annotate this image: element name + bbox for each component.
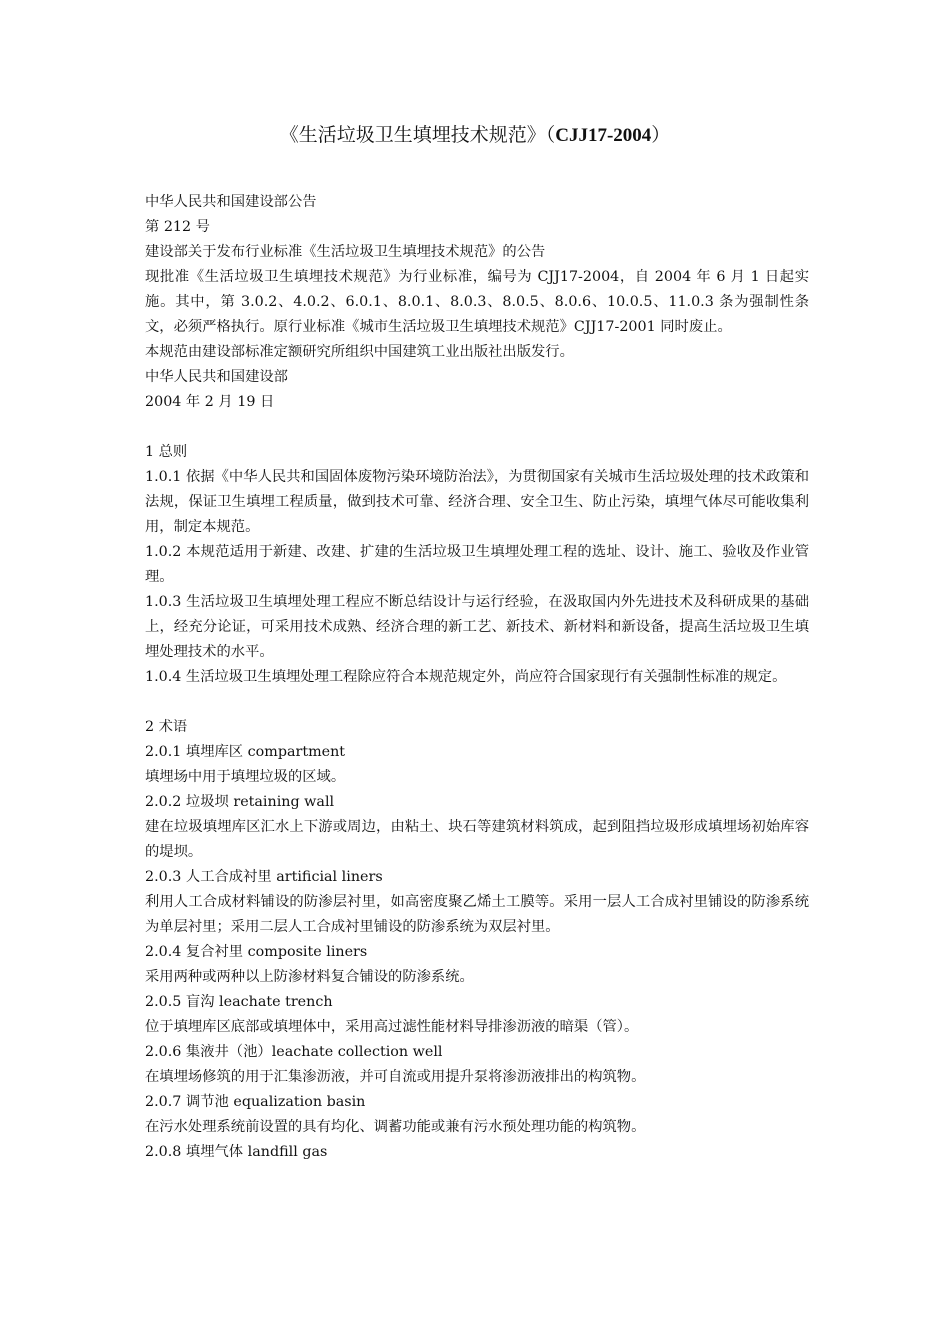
term-title: 2.0.6 集液井（池）leachate collection well: [145, 1044, 443, 1060]
clause-paragraph: 1.0.2 本规范适用于新建、改建、扩建的生活垃圾卫生填埋处理工程的选址、设计、施工、验收及作业管理。: [145, 544, 809, 585]
announcement-date: 2004 年 2 月 19 日: [145, 394, 275, 410]
term-title: 2.0.8 填埋气体 landfill gas: [145, 1144, 328, 1160]
announcement-paragraph: 本规范由建设部标准定额研究所组织中国建筑工业出版社出版发行。: [145, 344, 574, 360]
clause-paragraph: 1.0.4 生活垃圾卫生填埋处理工程除应符合本规范规定外，尚应符合国家现行有关强制性标准的规定。: [145, 669, 787, 685]
title-close: ）: [651, 124, 671, 146]
title-main: 《生活垃圾卫生填埋技术规范》（: [279, 124, 556, 146]
term-title: 2.0.7 调节池 equalization basin: [145, 1094, 366, 1110]
document-title: [0, 121, 950, 150]
term-definition: 在污水处理系统前设置的具有均化、调蓄功能或兼有污水预处理功能的构筑物。: [145, 1119, 646, 1135]
clause-paragraph: 1.0.1 依据《中华人民共和国固体废物污染环境防治法》，为贯彻国家有关城市生活垃圾处理的技术政策和法规，保证卫生填埋工程质量，做到技术可靠、经济合理、安全卫生、防止污染，填埋气体尽可能收集利用，制定本规范。: [145, 469, 809, 535]
term-title: 2.0.1 填埋库区 compartment: [145, 744, 346, 760]
term-title: 2.0.4 复合衬里 composite liners: [145, 944, 368, 960]
term-definition: 采用两种或两种以上防渗材料复合铺设的防渗系统。: [145, 969, 474, 985]
term-title: 2.0.5 盲沟 leachate trench: [145, 994, 333, 1010]
chapter-heading: 2 术语: [145, 719, 188, 735]
chapter-heading: 1 总则: [145, 444, 188, 460]
term-title: 2.0.2 垃圾坝 retaining wall: [145, 794, 335, 810]
term-title: 2.0.3 人工合成衬里 artificial liners: [145, 869, 383, 885]
section-gap: [145, 690, 809, 715]
term-definition: 利用人工合成材料铺设的防渗层衬里，如高密度聚乙烯土工膜等。采用一层人工合成衬里铺设的防渗系统为单层衬里；采用二层人工合成衬里铺设的防渗系统为双层衬里。: [145, 894, 809, 935]
term-definition: 位于填埋库区底部或填埋体中，采用高过滤性能材料导排渗沥液的暗渠（管）。: [145, 1019, 639, 1035]
announcement-signature: 中华人民共和国建设部: [145, 369, 288, 385]
announcement-issuer: 中华人民共和国建设部公告: [145, 194, 317, 210]
term-definition: 在填埋场修筑的用于汇集渗沥液，并可自流或用提升泵将渗沥液排出的构筑物。: [145, 1069, 646, 1085]
term-definition: 建在垃圾填埋库区汇水上下游或周边，由粘土、块石等建筑材料筑成，起到阻挡垃圾形成填埋场初始库容的堤坝。: [145, 819, 809, 860]
announcement-number: 第 212 号: [145, 219, 210, 235]
announcement-paragraph: 现批准《生活垃圾卫生填埋技术规范》为行业标准，编号为 CJJ17-2004，自 2004 年 6 月 1 日起实施。其中，第 3.0.2、4.0.2、6.0.1、8.0.1、8.0.3、8.0.5、8.0.6、10.0.5、11.0.3 条为强制性条文，必须严格执行。原行业标准《城市生活垃圾卫生填埋技术规范》CJJ17-2001 同时废止。: [145, 269, 809, 335]
clause-paragraph: 1.0.3 生活垃圾卫生填埋处理工程应不断总结设计与运行经验，在汲取国内外先进技术及科研成果的基础上，经充分论证，可采用技术成熟、经济合理的新工艺、新技术、新材料和新设备，提高生活垃圾卫生填埋处理技术的水平。: [145, 594, 809, 660]
term-definition: 填埋场中用于填埋垃圾的区域。: [145, 769, 346, 785]
announcement-subject: 建设部关于发布行业标准《生活垃圾卫生填埋技术规范》的公告: [145, 244, 546, 260]
section-gap: [145, 415, 809, 440]
document-body: [145, 190, 809, 1165]
title-code: CJJ17-2004: [555, 125, 652, 146]
